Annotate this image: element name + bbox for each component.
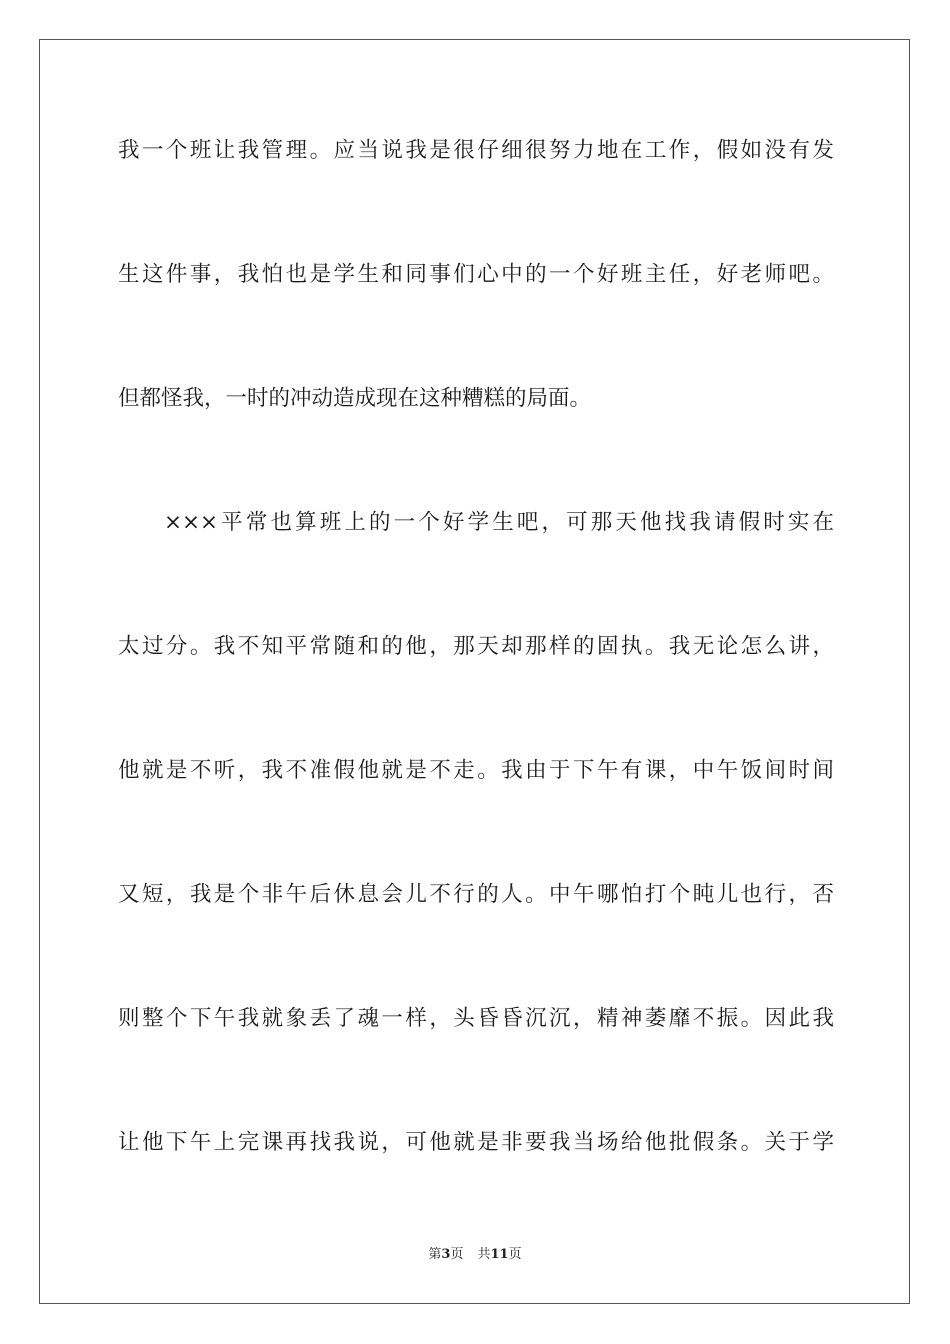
text-line-6: 他就是不听，我不准假他就是不走。我由于下午有课，中午饭间时间 bbox=[118, 758, 834, 783]
page-number: 3 bbox=[441, 1247, 451, 1262]
page-border bbox=[39, 39, 910, 1304]
text-line-5: 太过分。我不知平常随和的他，那天却那样的固执。我无论怎么讲， bbox=[118, 634, 834, 659]
text-line-3: 但都怪我，一时的冲动造成现在这种糟糕的局面。 bbox=[118, 386, 592, 411]
text-line-7: 又短，我是个非午后休息会儿不行的人。中午哪怕打个盹儿也行，否 bbox=[118, 882, 834, 907]
text-line-1: 我一个班让我管理。应当说我是很仔细很努力地在工作，假如没有发 bbox=[118, 138, 834, 163]
page-prefix: 第 bbox=[428, 1247, 442, 1262]
page-suffix: 页 bbox=[450, 1247, 464, 1262]
text-line-4: ×××平常也算班上的一个好学生吧，可那天他找我请假时实在 bbox=[164, 510, 834, 535]
total-pages: 11 bbox=[490, 1247, 509, 1262]
text-line-9: 让他下午上完课再找我说，可他就是非要我当场给他批假条。关于学 bbox=[118, 1130, 834, 1155]
text-line-8: 则整个下午我就象丢了魂一样，头昏昏沉沉，精神萎靡不振。因此我 bbox=[118, 1006, 834, 1031]
page-footer bbox=[0, 1246, 950, 1264]
total-suffix: 页 bbox=[508, 1247, 522, 1262]
text-line-2: 生这件事，我怕也是学生和同事们心中的一个好班主任，好老师吧。 bbox=[118, 262, 834, 287]
total-prefix: 共 bbox=[477, 1247, 491, 1262]
